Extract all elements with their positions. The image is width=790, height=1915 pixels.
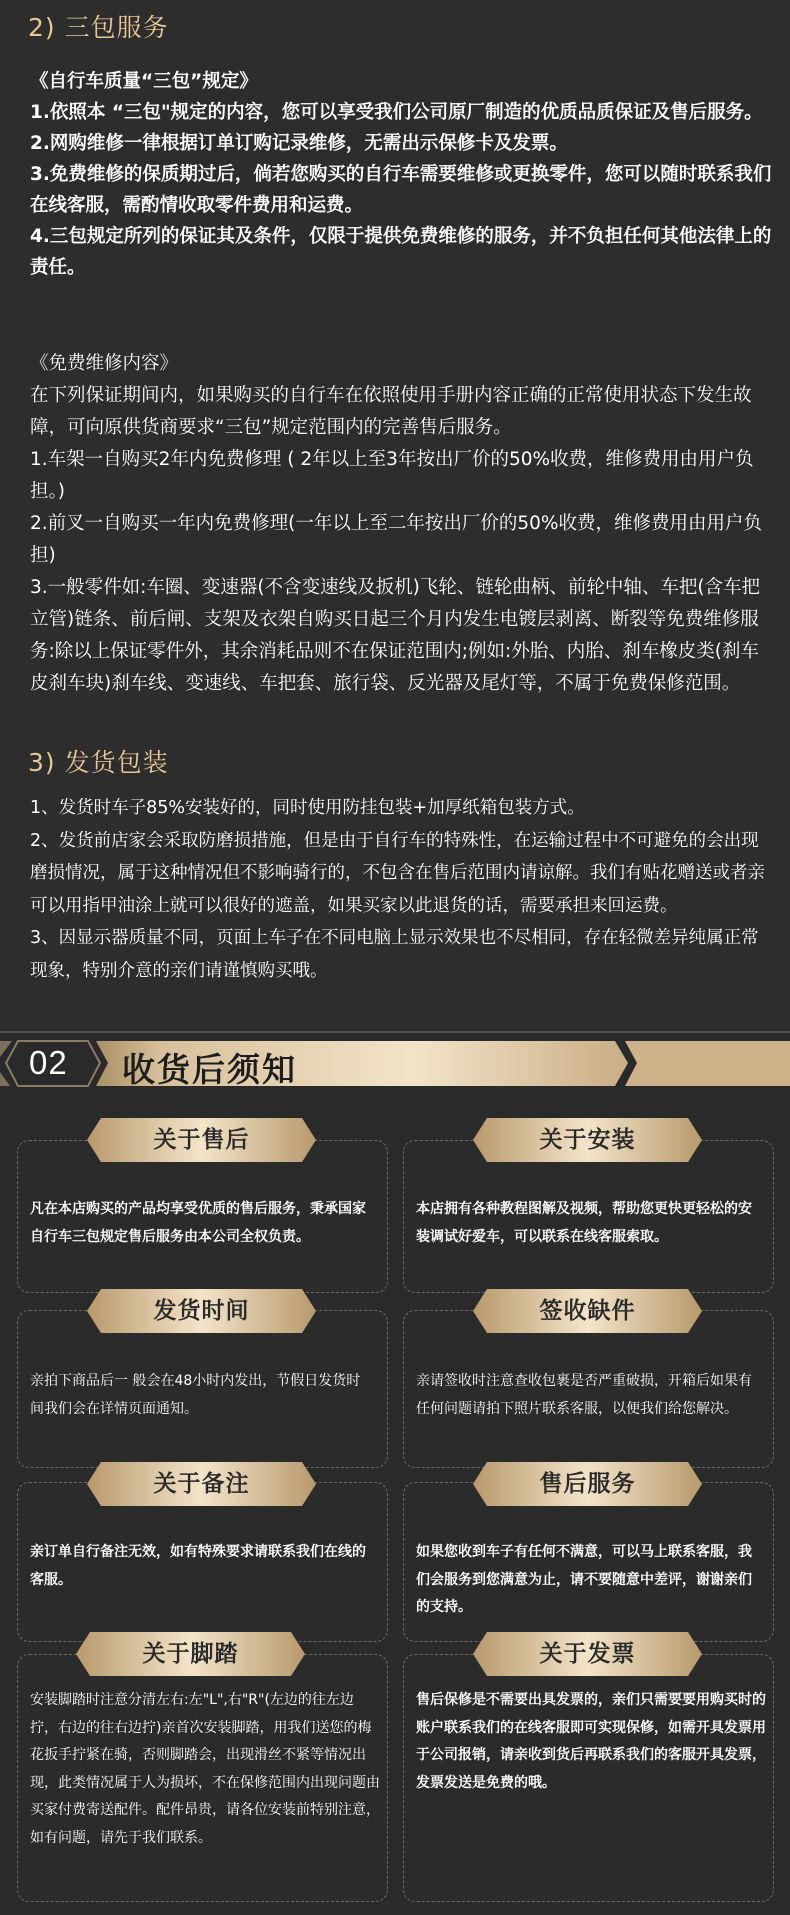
section-title-warranty: 2) 三包服务 [28, 13, 169, 42]
free-repair-block [30, 348, 775, 700]
card-tag [473, 1289, 702, 1333]
card-title: 签收缺件 [539, 1298, 636, 1324]
banner-background [0, 1037, 790, 1090]
quality-rule-item: 3.免费维修的保质期过后，倘若您购买的自行车需要维修或更换零件，您可以随时联系我们在线客服，需酌情收取零件费用和运费。 [30, 164, 772, 216]
free-repair-item: 3.一般零件如:车圈、变速器(不含变速线及扳机)飞轮、链轮曲柄、前轮中轴、车把(含车把立管)链条、前后闸、支架及衣架自购买日起三个月内发生电镀层剥离、断裂等免费维修服务:除以上保证零件外，其余消耗品则不在保证范围内;例如:外胎、内胎、刹车橡皮类(刹车皮刹车块)刹车线、变速线、车把套、旅行袋、反光器及尾灯等，不属于免费保修范围。 [30, 577, 761, 694]
banner-number: 02 [29, 1044, 68, 1081]
card-text: 亲订单自行备注无效，如有特殊要求请联系我们在线的客服。 [30, 1544, 366, 1588]
shipping-item: 1、发货时车子85%安装好的，同时使用防挂包装+加厚纸箱包装方式。 [30, 798, 585, 818]
shipping-block [30, 792, 775, 987]
quality-rule-item: 1.依照本 “三包"规定的内容，您可以享受我们公司原厂制造的优质品质保证及售后服务。 [30, 102, 763, 123]
card-tag [87, 1462, 316, 1506]
shipping-item: 3、因显示器质量不同，页面上车子在不同电脑上显示效果也不尽相同，存在轻微差异纯属正常现象，特别介意的亲们请谨慎购买哦。 [30, 928, 759, 981]
card-title: 售后服务 [539, 1471, 636, 1497]
card-text: 售后保修是不需要出具发票的，亲们只需要要用购买时的账户联系我们的在线客服即可实现保修，如需开具发票用于公司报销，请亲收到货后再联系我们的客服开具发票，发票发送是免费的哦。 [416, 1692, 766, 1791]
card-text: 安装脚踏时注意分清左右:左"L",右"R"(左边的往左边拧，右边的往右边拧)亲首次安装脚踏，用我们送您的梅花扳手拧紧在骑，否则脚踏会，出现滑丝不紧等情况出现，此类情况属于人为损坏，不在保修范围内出现问题由买家付费寄送配件。配件昂贵，请各位安装前特别注意，如有问题，请先于我们联系。 [30, 1692, 380, 1846]
card-text: 本店拥有各种教程图解及视频，帮助您更快更轻松的安装调试好爱车，可以联系在线客服索取。 [416, 1201, 752, 1245]
card-title: 关于售后 [153, 1127, 250, 1153]
card-text: 凡在本店购买的产品均享受优质的售后服务，秉承国家自行车三包规定售后服务由本公司全权负责。 [30, 1201, 366, 1245]
free-repair-item: 2.前叉一自购买一年内免费修理(一年以上至二年按出厂价的50%收费，维修费用由用户负担) [30, 513, 762, 566]
card-title: 发货时间 [153, 1298, 250, 1324]
quality-rules-heading: 《自行车质量“三包”规定》 [30, 71, 258, 92]
card-tag [87, 1289, 316, 1333]
card-title: 关于发票 [539, 1641, 636, 1667]
card-title: 关于脚踏 [142, 1641, 239, 1667]
card-tag [473, 1462, 702, 1506]
card-title: 关于安装 [539, 1127, 636, 1153]
free-repair-item: 1.车架一自购买2年内免费修理 ( 2年以上至3年按出厂价的50%收费，维修费用由用户负担。) [30, 449, 754, 502]
card-text: 如果您收到车子有任何不满意，可以马上联系客服，我们会服务到您满意为止，请不要随意中差评，谢谢亲们的支持。 [416, 1544, 752, 1615]
card-text: 亲请签收时注意查收包裹是否严重破损，开箱后如果有任何问题请拍下照片联系客服，以便我们给您解决。 [416, 1373, 752, 1417]
shipping-item: 2、发货前店家会采取防磨损措施，但是由于自行车的特殊性，在运输过程中不可避免的会出现磨损情况，属于这种情况但不影响骑行的，不包含在售后范围内请谅解。我们有贴花赠送或者亲可以用指甲油涂上就可以很好的遮盖，如果买家以此退货的话，需要承担来回运费。 [30, 830, 765, 916]
card-tag [87, 1118, 316, 1162]
section-banner [0, 1037, 790, 1090]
card-title: 关于备注 [153, 1471, 250, 1497]
quality-rule-item: 4.三包规定所列的保证其及条件，仅限于提供免费维修的服务，并不负担任何其他法律上的责任。 [30, 226, 772, 278]
card-tag [76, 1632, 305, 1676]
card-tag [473, 1632, 702, 1676]
free-repair-heading: 《免费维修内容》 [30, 353, 179, 374]
card-tag [473, 1118, 702, 1162]
quality-rules-block [30, 66, 775, 283]
banner-title: 收货后须知 [122, 1050, 297, 1089]
card-text: 亲拍下商品后一 般会在48小时内发出，节假日发货时间我们会在详情页面通知。 [30, 1373, 361, 1417]
section-title-shipping: 3) 发货包装 [28, 748, 169, 777]
free-repair-item: 在下列保证期间内，如果购买的自行车在依照使用手册内容正确的正常使用状态下发生故障，可向原供货商要求“三包”规定范围内的完善售后服务。 [30, 385, 752, 438]
quality-rule-item: 2.网购维修一律根据订单订购记录维修，无需出示保修卡及发票。 [30, 133, 568, 154]
divider [0, 1031, 790, 1033]
